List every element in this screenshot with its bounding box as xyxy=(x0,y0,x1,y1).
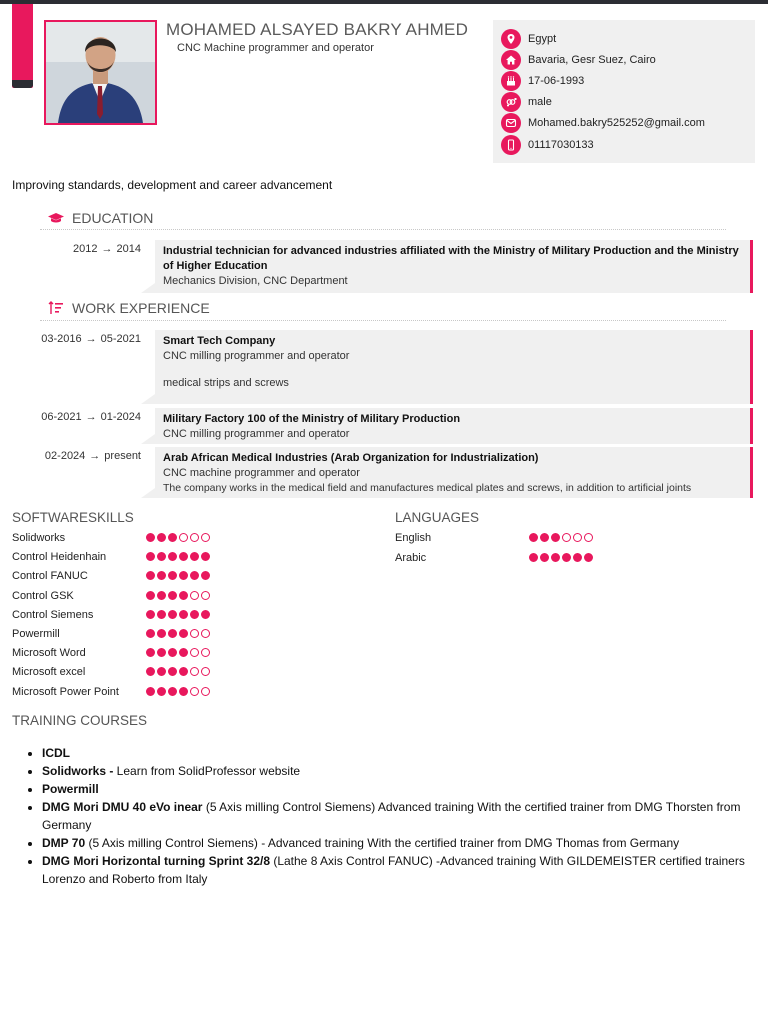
skill-name: Powermill xyxy=(12,628,60,640)
career-objective: Improving standards, development and career advancement xyxy=(12,178,333,192)
contact-gender: male xyxy=(501,92,552,112)
rating-dot-filled xyxy=(168,533,177,542)
arrow-right-icon: → xyxy=(101,243,113,255)
rating-dot-filled xyxy=(146,571,155,580)
contact-birthdate: 17-06-1993 xyxy=(501,71,584,91)
birthday-cake-icon xyxy=(501,71,521,91)
training-course-item: • Solidworks - Learn from SolidProfessor website xyxy=(42,762,754,780)
arrow-right-icon: → xyxy=(85,411,97,423)
rating-dot-filled xyxy=(584,553,593,562)
training-course-item: • DMP 70 (5 Axis milling Control Siemens) - Advanced training With the certified trainer from DMG Thomas from Germany xyxy=(42,834,754,852)
rating-dot-filled xyxy=(190,610,199,619)
skill-row xyxy=(12,588,74,604)
rating-dot-filled xyxy=(551,553,560,562)
profile-photo xyxy=(44,20,157,125)
rating-dot-empty xyxy=(190,591,199,600)
contact-panel xyxy=(493,20,755,163)
education-dates: 2012 → 2014 xyxy=(73,243,141,255)
rating-dot-filled xyxy=(190,552,199,561)
rating-dot-filled xyxy=(157,629,166,638)
rating-dot-empty xyxy=(190,648,199,657)
skill-name: Microsoft Power Point xyxy=(12,685,119,698)
rating-dot-filled xyxy=(146,648,155,657)
rating-dots xyxy=(146,648,210,657)
rating-dot-empty xyxy=(201,648,210,657)
rating-dots xyxy=(146,533,210,542)
skill-row xyxy=(12,684,119,700)
rating-dot-empty xyxy=(201,591,210,600)
rating-dot-empty xyxy=(584,533,593,542)
education-heading: EDUCATION xyxy=(46,208,153,228)
rating-dot-filled xyxy=(529,553,538,562)
work-entry: Arab African Medical Industries (Arab Organization for Industrialization) CNC machine programmer and operator The company works in the medical field and manufactures medical plates and screws, in addition to artificial joints xyxy=(155,447,753,498)
skill-name: Solidworks xyxy=(12,532,66,544)
rating-dot-filled xyxy=(551,533,560,542)
rating-dots xyxy=(146,667,210,676)
accent-tab xyxy=(12,4,33,88)
home-icon xyxy=(501,50,521,70)
graduation-cap-icon xyxy=(46,210,66,226)
job-title: CNC Machine programmer and operator xyxy=(177,42,374,54)
rating-dot-filled xyxy=(168,648,177,657)
rating-dot-filled xyxy=(157,667,166,676)
rating-dot-filled xyxy=(157,648,166,657)
rating-dot-filled xyxy=(157,571,166,580)
skill-row xyxy=(12,645,86,661)
rating-dot-filled xyxy=(179,648,188,657)
rating-dot-filled xyxy=(146,667,155,676)
work-experience-heading: WORK EXPERIENCE xyxy=(46,298,210,318)
rating-dot-filled xyxy=(179,571,188,580)
contact-email[interactable]: Mohamed.bakry525252@gmail.com xyxy=(501,113,705,133)
rating-dot-filled xyxy=(168,552,177,561)
rating-dot-filled xyxy=(179,610,188,619)
rating-dot-filled xyxy=(529,533,538,542)
skill-row xyxy=(395,550,426,566)
work-entry: Military Factory 100 of the Ministry of Military Production CNC milling programmer and operator xyxy=(155,408,753,444)
gender-icon xyxy=(501,92,521,112)
rating-dot-empty xyxy=(190,629,199,638)
rating-dot-empty xyxy=(201,629,210,638)
skill-name: Control Siemens xyxy=(12,608,94,621)
rating-dots xyxy=(529,533,593,542)
education-entry: Industrial technician for advanced industries affiliated with the Ministry of Military Production and the Ministry of Higher Education Mechanics Division, CNC Department xyxy=(155,240,753,293)
languages-heading: LANGUAGES xyxy=(395,510,480,525)
rating-dot-empty xyxy=(179,533,188,542)
rating-dot-filled xyxy=(168,591,177,600)
rating-dot-filled xyxy=(146,552,155,561)
work-dates-3: 02-2024 → present xyxy=(44,450,141,462)
rating-dot-filled xyxy=(179,667,188,676)
skill-name: Microsoft excel xyxy=(12,666,86,679)
contact-country: Egypt xyxy=(501,29,556,49)
contact-phone[interactable]: 01117030133 xyxy=(501,135,594,155)
rating-dot-filled xyxy=(190,571,199,580)
skill-row xyxy=(12,549,106,565)
skill-row xyxy=(395,530,431,546)
rating-dot-filled xyxy=(157,552,166,561)
rating-dot-filled xyxy=(146,533,155,542)
rating-dot-filled xyxy=(157,610,166,619)
rating-dots xyxy=(146,552,210,561)
skill-row xyxy=(12,664,85,680)
divider xyxy=(40,320,726,321)
rating-dot-filled xyxy=(168,667,177,676)
rating-dot-filled xyxy=(179,629,188,638)
skill-name: Arabic xyxy=(395,552,427,564)
skill-name: English xyxy=(395,532,432,544)
work-dates-1: 03-2016 → 05-2021 xyxy=(41,333,141,345)
rating-dot-empty xyxy=(201,667,210,676)
rating-dot-filled xyxy=(562,553,571,562)
email-icon xyxy=(501,113,521,133)
rating-dots xyxy=(146,629,210,638)
training-courses-heading: TRAINING COURSES xyxy=(12,713,148,728)
rating-dot-filled xyxy=(146,629,155,638)
training-courses-list xyxy=(24,744,754,888)
rating-dot-filled xyxy=(540,553,549,562)
divider xyxy=(40,229,726,230)
rating-dots xyxy=(146,591,210,600)
top-bar xyxy=(0,0,768,4)
rating-dot-filled xyxy=(201,552,210,561)
arrow-right-icon: → xyxy=(89,450,101,462)
arrow-right-icon: → xyxy=(85,333,97,345)
training-course-item: • DMG Mori DMU 40 eVo inear (5 Axis milling Control Siemens) Advanced training With the certified trainer from DMG Thorsten from Germany xyxy=(42,798,754,834)
skill-row xyxy=(12,626,60,642)
rating-dot-filled xyxy=(146,591,155,600)
skill-row xyxy=(12,568,88,584)
rating-dot-filled xyxy=(168,687,177,696)
rating-dot-empty xyxy=(201,533,210,542)
training-course-item: • ICDL xyxy=(42,744,754,762)
rating-dot-filled xyxy=(179,687,188,696)
sort-list-icon xyxy=(46,300,66,316)
rating-dot-filled xyxy=(157,687,166,696)
training-course-item: • DMG Mori Horizontal turning Sprint 32/8 (Lathe 8 Axis Control FANUC) -Advanced training With GILDEMEISTER certified trainers Lorenzo and Roberto from Italy xyxy=(42,852,754,888)
rating-dot-empty xyxy=(201,687,210,696)
work-entry: Smart Tech Company CNC milling programmer and operator medical strips and screws xyxy=(155,330,753,404)
rating-dot-filled xyxy=(179,552,188,561)
skill-row xyxy=(12,530,65,546)
rating-dot-filled xyxy=(179,591,188,600)
skill-name: Control FANUC xyxy=(12,570,88,583)
rating-dot-empty xyxy=(190,533,199,542)
rating-dots xyxy=(529,553,593,562)
rating-dot-filled xyxy=(168,610,177,619)
skill-name: Control Heidenhain xyxy=(12,551,107,564)
mobile-phone-icon xyxy=(501,135,521,155)
rating-dot-filled xyxy=(573,553,582,562)
training-course-item: • Powermill xyxy=(42,780,754,798)
rating-dot-empty xyxy=(190,667,199,676)
rating-dot-filled xyxy=(157,533,166,542)
skill-name: Microsoft Word xyxy=(12,647,86,660)
rating-dot-empty xyxy=(562,533,571,542)
rating-dot-filled xyxy=(540,533,549,542)
rating-dot-filled xyxy=(146,687,155,696)
location-pin-icon xyxy=(501,29,521,49)
rating-dot-filled xyxy=(168,629,177,638)
rating-dot-filled xyxy=(157,591,166,600)
rating-dots xyxy=(146,687,210,696)
rating-dots xyxy=(146,571,210,580)
skill-row xyxy=(12,607,93,623)
rating-dot-empty xyxy=(190,687,199,696)
rating-dot-filled xyxy=(146,610,155,619)
rating-dot-filled xyxy=(201,610,210,619)
contact-address: Bavaria, Gesr Suez, Cairo xyxy=(501,50,656,70)
work-dates-2: 06-2021 → 01-2024 xyxy=(41,411,141,423)
software-skills-heading: SOFTWARESKILLS xyxy=(12,510,134,525)
candidate-name: MOHAMED ALSAYED BAKRY AHMED xyxy=(166,20,469,39)
rating-dot-empty xyxy=(573,533,582,542)
skill-name: Control GSK xyxy=(12,589,74,602)
rating-dot-filled xyxy=(201,571,210,580)
rating-dots xyxy=(146,610,210,619)
rating-dot-filled xyxy=(168,571,177,580)
